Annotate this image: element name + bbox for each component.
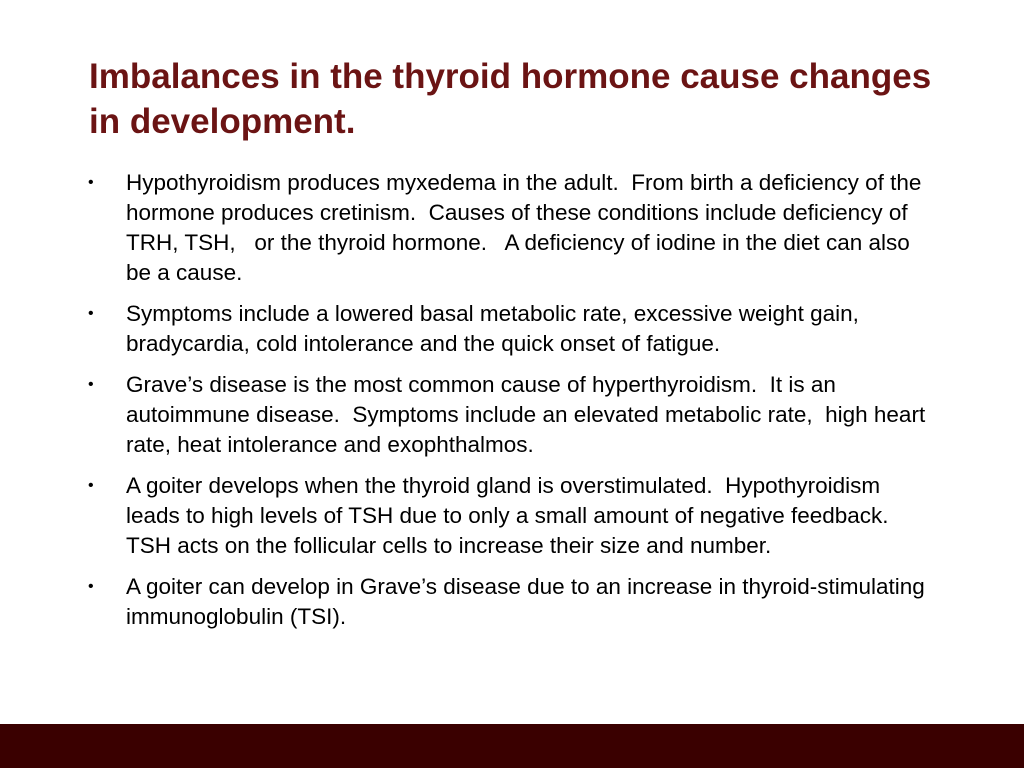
slide-title: Imbalances in the thyroid hormone cause changes in development. — [89, 57, 932, 141]
bullet-item — [86, 471, 926, 561]
bullet-text: Hypothyroidism produces myxedema in the adult. From birth a deficiency of the hormone produces cretinism. Causes of these conditions include deficiency of TRH, TSH, or the thyroid hormone. A deficiency of iodine in the diet can also be a cause. — [126, 170, 928, 285]
bullet-text: A goiter develops when the thyroid gland is overstimulated. Hypothyroidism leads to high levels of TSH due to only a small amount of negative feedback. TSH acts on the follicular cells to increase their size and number. — [126, 473, 901, 558]
bullet-item — [86, 572, 932, 632]
bullet-list — [86, 168, 932, 643]
bullet-text: Symptoms include a lowered basal metabolic rate, excessive weight gain, bradycardia, cold intolerance and the quick onset of fatigue. — [126, 301, 866, 356]
bullet-item — [86, 299, 926, 359]
bullet-dot-icon: • — [88, 477, 94, 494]
footer-bar — [0, 724, 1024, 768]
bullet-item — [86, 168, 926, 288]
bullet-dot-icon: • — [88, 578, 94, 595]
bullet-dot-icon: • — [88, 174, 94, 191]
bullet-text: A goiter can develop in Grave’s disease due to an increase in thyroid-stimulating immunoglobulin (TSI). — [126, 574, 932, 629]
bullet-dot-icon: • — [88, 305, 94, 322]
bullet-item — [86, 370, 932, 460]
bullet-text: Grave’s disease is the most common cause of hyperthyroidism. It is an autoimmune disease. Symptoms include an elevated metabolic rate, high heart rate, heat intolerance and exophthalmos. — [126, 372, 932, 457]
bullet-dot-icon: • — [88, 376, 94, 393]
